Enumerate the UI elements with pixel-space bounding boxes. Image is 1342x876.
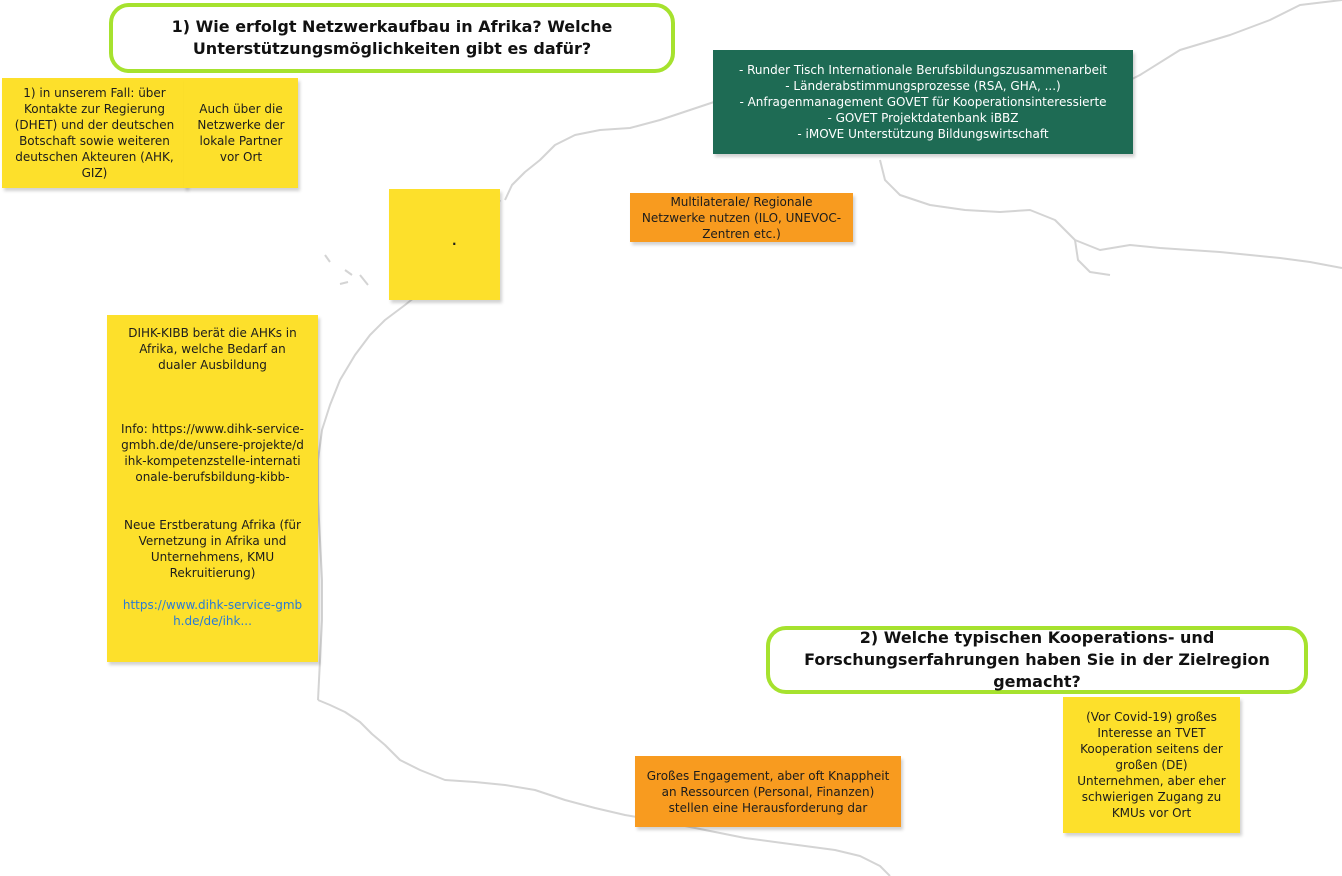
question-frame-1[interactable] <box>109 3 675 73</box>
sticky-note-covid[interactable] <box>1063 697 1240 833</box>
sticky-note-dhet[interactable] <box>2 78 187 188</box>
sticky-note-engagement-text: Großes Engagement, aber oft Knappheit an Ressourcen (Personal, Finanzen) stellen eine Herausforderung dar <box>646 768 890 815</box>
sticky-note-dhet-text: 1) in unserem Fall: über Kontakte zur Regierung (DHET) und der deutschen Botschaft sowie weiteren deutschen Akteuren (AHK, GIZ) <box>14 86 175 180</box>
govet-line-1: - Runder Tisch Internationale Berufsbildungszusammenarbeit <box>738 63 1108 77</box>
dihk-paragraph-2: Info: https://www.dihk-service-gmbh.de/de/unsere-projekte/dihk-kompetenzstelle-internationale-berufsbildung-kibb- <box>121 422 304 484</box>
sticky-note-dihk[interactable] <box>107 315 318 662</box>
question-frame-2[interactable] <box>766 626 1308 694</box>
sticky-note-local-partners-text: Auch über die Netzwerke der lokale Partner vor Ort <box>197 102 285 164</box>
dihk-paragraph-1: DIHK-KIBB berät die AHKs in Afrika, welche Bedarf an dualer Ausbildung <box>128 326 297 372</box>
govet-line-3: - Anfragenmanagement GOVET für Kooperationsinteressierte <box>739 95 1107 109</box>
question-2-text: 2) Welche typischen Kooperations- und Forschungserfahrungen haben Sie in der Zielregion gemacht? <box>804 628 1270 691</box>
sticky-note-govet[interactable] <box>713 50 1133 154</box>
sticky-note-engagement[interactable] <box>635 756 901 827</box>
govet-line-2: - Länderabstimmungsprozesse (RSA, GHA, ...) <box>785 79 1061 93</box>
sticky-note-empty-text: . <box>452 234 457 248</box>
sticky-note-covid-text: (Vor Covid-19) großes Interesse an TVET Kooperation seitens der großen (DE) Unternehmen, aber eher schwierigen Zugang zu KMUs vor Ort <box>1077 710 1226 820</box>
question-1-text: 1) Wie erfolgt Netzwerkaufbau in Afrika? Welche Unterstützungsmöglichkeiten gibt es dafür? <box>171 17 613 58</box>
sticky-note-multilateral-text: Multilaterale/ Regionale Netzwerke nutzen (ILO, UNEVOC-Zentren etc.) <box>641 194 842 241</box>
dihk-link[interactable]: https://www.dihk-service-gmbh.de/de/ihk... <box>122 598 303 628</box>
sticky-note-local-partners[interactable] <box>184 78 298 188</box>
sticky-note-empty[interactable] <box>389 189 500 300</box>
sticky-note-multilateral[interactable] <box>630 193 853 242</box>
dihk-paragraph-3: Neue Erstberatung Afrika (für Vernetzung in Afrika und Unternehmens, KMU Rekruitierung) <box>124 518 301 580</box>
govet-line-5: - iMOVE Unterstützung Bildungswirtschaft <box>797 127 1049 141</box>
govet-line-4: - GOVET Projektdatenbank iBBZ <box>827 111 1019 125</box>
